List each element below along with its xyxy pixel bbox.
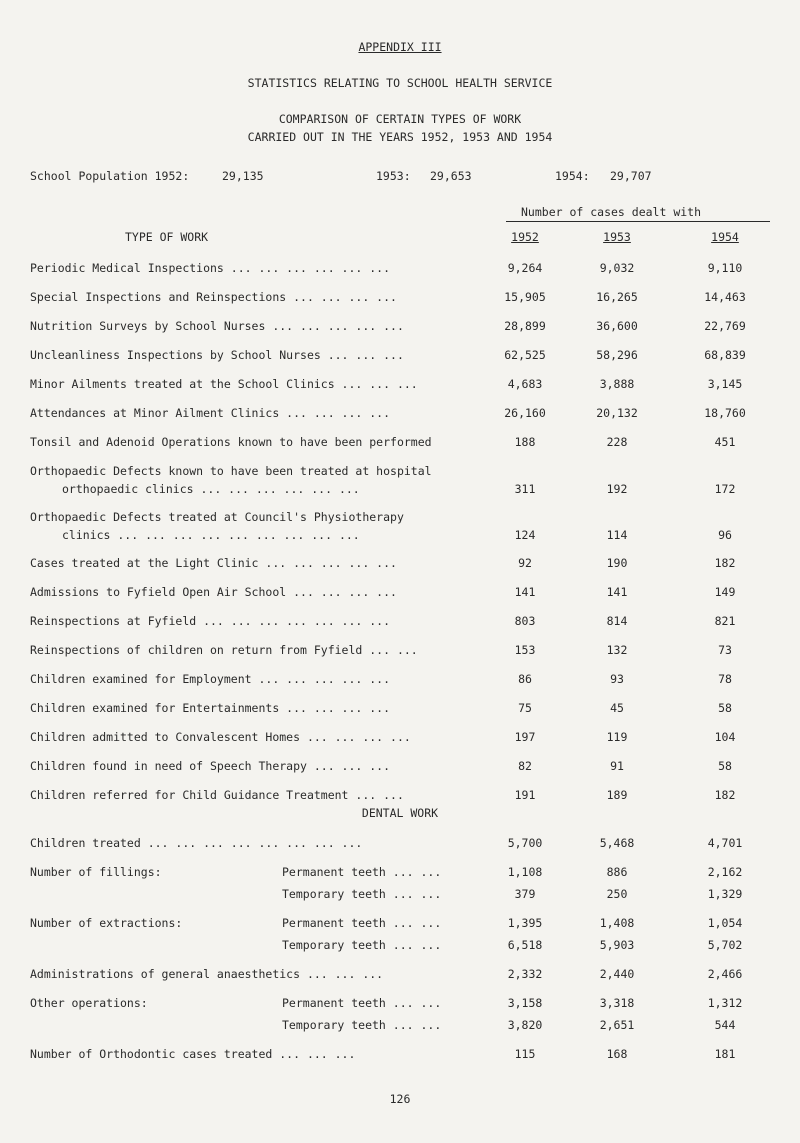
- dental-cell-1954: 1,054: [707, 916, 743, 930]
- table-cell-1953: 119: [606, 730, 628, 744]
- table-cell-1952: 26,160: [504, 406, 546, 420]
- type-of-work-header: TYPE OF WORK: [125, 230, 209, 244]
- dental-row-label: Children treated ... ... ... ... ... ... ... ...: [30, 836, 363, 850]
- dental-cell-1953: 886: [606, 865, 628, 879]
- table-row-label: Orthopaedic Defects known to have been treated at hospital: [30, 464, 432, 478]
- page-number: 126: [389, 1092, 411, 1106]
- dental-row-sublabel: Permanent teeth ... ...: [282, 916, 442, 930]
- dental-cell-1952: 6,518: [507, 938, 543, 952]
- table-row-label: Children referred for Child Guidance Treatment ... ...: [30, 788, 404, 802]
- table-cell-1954: 18,760: [704, 406, 746, 420]
- table-cell-1952: 188: [514, 435, 536, 449]
- population-1952-value: 29,135: [222, 169, 264, 183]
- table-cell-1953: 3,888: [599, 377, 635, 391]
- table-cell-1954: 182: [714, 556, 736, 570]
- table-cell-1953: 132: [606, 643, 628, 657]
- dental-cell-1954: 1,329: [707, 887, 743, 901]
- table-cell-1954: 14,463: [704, 290, 746, 304]
- table-row-label: Periodic Medical Inspections ... ... ... ... ... ...: [30, 261, 391, 275]
- group-header: Number of cases dealt with: [521, 205, 702, 219]
- table-cell-1953: 45: [610, 701, 624, 715]
- dental-cell-1953: 168: [606, 1047, 628, 1061]
- table-row-label: Reinspections at Fyfield ... ... ... ... ... ... ...: [30, 614, 391, 628]
- table-cell-1953: 141: [606, 585, 628, 599]
- dental-cell-1954: 544: [714, 1018, 736, 1032]
- table-row-label: Attendances at Minor Ailment Clinics ... ... ... ...: [30, 406, 391, 420]
- table-cell-1954: 821: [714, 614, 736, 628]
- table-cell-1954: 172: [714, 482, 736, 496]
- dental-cell-1953: 2,651: [599, 1018, 635, 1032]
- dental-cell-1952: 2,332: [507, 967, 543, 981]
- table-cell-1953: 58,296: [596, 348, 638, 362]
- table-cell-1953: 93: [610, 672, 624, 686]
- table-cell-1954: 451: [714, 435, 736, 449]
- table-row-label: Children examined for Entertainments ... ... ... ...: [30, 701, 391, 715]
- table-cell-1954: 58: [718, 701, 732, 715]
- appendix-label: APPENDIX III: [358, 40, 442, 54]
- population-1952-label: School Population 1952:: [30, 169, 190, 183]
- table-cell-1952: 191: [514, 788, 536, 802]
- year-header-1952: 1952: [511, 230, 539, 244]
- page-title: STATISTICS RELATING TO SCHOOL HEALTH SERVICE: [247, 76, 553, 90]
- dental-cell-1953: 3,318: [599, 996, 635, 1010]
- dental-cell-1954: 1,312: [707, 996, 743, 1010]
- table-cell-1953: 36,600: [596, 319, 638, 333]
- dental-cell-1954: 2,162: [707, 865, 743, 879]
- dental-cell-1953: 5,903: [599, 938, 635, 952]
- table-cell-1954: 3,145: [707, 377, 743, 391]
- table-row-label: Tonsil and Adenoid Operations known to have been performed: [30, 435, 432, 449]
- table-cell-1952: 4,683: [507, 377, 543, 391]
- table-row-label: Cases treated at the Light Clinic ... ... ... ... ...: [30, 556, 397, 570]
- dental-cell-1953: 2,440: [599, 967, 635, 981]
- table-cell-1954: 182: [714, 788, 736, 802]
- dental-row-sublabel: Temporary teeth ... ...: [282, 887, 442, 901]
- table-row-label: Children found in need of Speech Therapy ... ... ...: [30, 759, 391, 773]
- table-row-label: Admissions to Fyfield Open Air School ... ... ... ...: [30, 585, 397, 599]
- dental-row-label: Administrations of general anaesthetics ... ... ...: [30, 967, 384, 981]
- table-row-label: Uncleanliness Inspections by School Nurses ... ... ...: [30, 348, 404, 362]
- table-cell-1952: 311: [514, 482, 536, 496]
- table-cell-1953: 20,132: [596, 406, 638, 420]
- table-row-label: Children admitted to Convalescent Homes ... ... ... ...: [30, 730, 411, 744]
- table-row-label-cont: orthopaedic clinics ... ... ... ... ... ...: [62, 482, 360, 496]
- dental-row-label: Number of fillings:: [30, 865, 162, 879]
- dental-cell-1954: 2,466: [707, 967, 743, 981]
- table-row-label: Nutrition Surveys by School Nurses ... ... ... ... ...: [30, 319, 404, 333]
- dental-cell-1954: 181: [714, 1047, 736, 1061]
- table-cell-1952: 153: [514, 643, 536, 657]
- table-cell-1954: 104: [714, 730, 736, 744]
- dental-row-sublabel: Temporary teeth ... ...: [282, 938, 442, 952]
- subtitle-line-2: CARRIED OUT IN THE YEARS 1952, 1953 AND 1954: [247, 130, 553, 144]
- table-cell-1954: 96: [718, 528, 732, 542]
- table-row-label: Children examined for Employment ... ... ... ... ...: [30, 672, 391, 686]
- table-cell-1952: 15,905: [504, 290, 546, 304]
- table-cell-1954: 58: [718, 759, 732, 773]
- dental-row-sublabel: Permanent teeth ... ...: [282, 996, 442, 1010]
- dental-row-sublabel: Permanent teeth ... ...: [282, 865, 442, 879]
- year-header-1953: 1953: [603, 230, 631, 244]
- table-cell-1952: 803: [514, 614, 536, 628]
- population-1954-value: 29,707: [610, 169, 652, 183]
- population-1953-label: 1953:: [376, 169, 411, 183]
- table-cell-1952: 92: [518, 556, 532, 570]
- table-cell-1952: 86: [518, 672, 532, 686]
- dental-cell-1952: 3,820: [507, 1018, 543, 1032]
- dental-cell-1953: 250: [606, 887, 628, 901]
- population-1953-value: 29,653: [430, 169, 472, 183]
- dental-cell-1953: 5,468: [599, 836, 635, 850]
- dental-cell-1952: 1,108: [507, 865, 543, 879]
- table-cell-1953: 114: [606, 528, 628, 542]
- subtitle-line-1: COMPARISON OF CERTAIN TYPES OF WORK: [278, 112, 522, 126]
- table-row-label: Orthopaedic Defects treated at Council's Physiotherapy: [30, 510, 404, 524]
- table-cell-1954: 73: [718, 643, 732, 657]
- table-cell-1954: 149: [714, 585, 736, 599]
- table-row-label: Reinspections of children on return from Fyfield ... ...: [30, 643, 418, 657]
- table-cell-1954: 9,110: [707, 261, 743, 275]
- table-cell-1953: 91: [610, 759, 624, 773]
- dental-cell-1952: 5,700: [507, 836, 543, 850]
- dental-row-sublabel: Temporary teeth ... ...: [282, 1018, 442, 1032]
- dental-cell-1954: 4,701: [707, 836, 743, 850]
- table-cell-1952: 9,264: [507, 261, 543, 275]
- table-cell-1953: 814: [606, 614, 628, 628]
- dental-row-label: Number of Orthodontic cases treated ... ... ...: [30, 1047, 356, 1061]
- table-row-label-cont: clinics ... ... ... ... ... ... ... ... ...: [62, 528, 360, 542]
- table-cell-1952: 75: [518, 701, 532, 715]
- group-header-rule: [506, 221, 770, 222]
- table-cell-1953: 228: [606, 435, 628, 449]
- table-cell-1952: 28,899: [504, 319, 546, 333]
- table-cell-1954: 22,769: [704, 319, 746, 333]
- dental-cell-1952: 379: [514, 887, 536, 901]
- table-cell-1952: 82: [518, 759, 532, 773]
- table-cell-1953: 9,032: [599, 261, 635, 275]
- dental-cell-1952: 115: [514, 1047, 536, 1061]
- table-cell-1953: 16,265: [596, 290, 638, 304]
- dental-cell-1953: 1,408: [599, 916, 635, 930]
- dental-row-label: Other operations:: [30, 996, 148, 1010]
- table-cell-1953: 189: [606, 788, 628, 802]
- table-row-label: Special Inspections and Reinspections ... ... ... ...: [30, 290, 397, 304]
- table-row-label: Minor Ailments treated at the School Clinics ... ... ...: [30, 377, 418, 391]
- population-1954-label: 1954:: [555, 169, 590, 183]
- year-header-1954: 1954: [711, 230, 739, 244]
- table-cell-1953: 192: [606, 482, 628, 496]
- table-cell-1952: 62,525: [504, 348, 546, 362]
- dental-cell-1952: 3,158: [507, 996, 543, 1010]
- dental-cell-1954: 5,702: [707, 938, 743, 952]
- dental-work-header: DENTAL WORK: [361, 806, 439, 820]
- dental-cell-1952: 1,395: [507, 916, 543, 930]
- table-cell-1952: 141: [514, 585, 536, 599]
- table-cell-1952: 124: [514, 528, 536, 542]
- table-cell-1954: 78: [718, 672, 732, 686]
- table-cell-1954: 68,839: [704, 348, 746, 362]
- table-cell-1953: 190: [606, 556, 628, 570]
- dental-row-label: Number of extractions:: [30, 916, 183, 930]
- table-cell-1952: 197: [514, 730, 536, 744]
